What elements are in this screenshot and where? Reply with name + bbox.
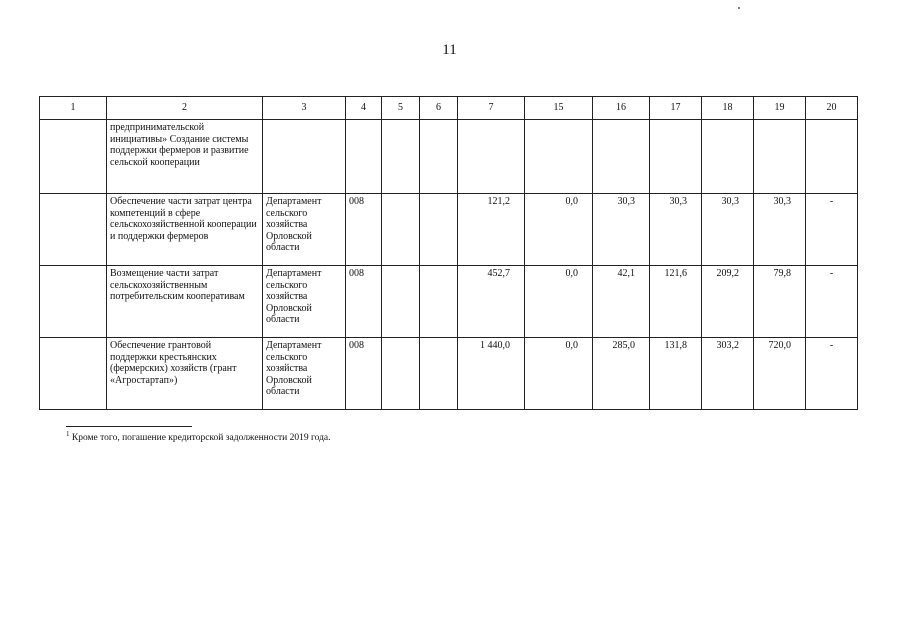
table-row — [40, 120, 858, 194]
header-cell: 4 — [346, 97, 382, 120]
col6-cell — [420, 266, 458, 338]
total-cell: 1 440,0 — [458, 338, 525, 410]
code-cell — [346, 120, 382, 194]
year-cell: 0,0 — [525, 338, 593, 410]
year-cell: 30,3 — [593, 194, 650, 266]
header-cell: 19 — [754, 97, 806, 120]
header-cell: 17 — [650, 97, 702, 120]
row-number-cell — [40, 120, 107, 194]
year-cell: 30,3 — [702, 194, 754, 266]
page-number: 11 — [442, 42, 457, 58]
col20-cell — [806, 120, 858, 194]
year-cell: 209,2 — [702, 266, 754, 338]
activity-name-cell: Обеспечение грантовой поддержки крестьянских (фермерских) хозяйств (грант «Агростартап») — [107, 338, 263, 410]
table-row — [40, 194, 858, 266]
year-cell: 303,2 — [702, 338, 754, 410]
header-cell: 6 — [420, 97, 458, 120]
year-cell: 42,1 — [593, 266, 650, 338]
year-cell: 79,8 — [754, 266, 806, 338]
total-cell: 452,7 — [458, 266, 525, 338]
budget-table — [39, 96, 858, 410]
year-cell: 30,3 — [754, 194, 806, 266]
header-cell: 16 — [593, 97, 650, 120]
col6-cell — [420, 338, 458, 410]
total-cell: 121,2 — [458, 194, 525, 266]
year-cell: 121,6 — [650, 266, 702, 338]
header-cell: 5 — [382, 97, 420, 120]
executor-cell: Департамент сельского хозяйства Орловской области — [263, 338, 346, 410]
year-cell: 285,0 — [593, 338, 650, 410]
table-row — [40, 266, 858, 338]
col20-cell: - — [806, 194, 858, 266]
row-number-cell — [40, 338, 107, 410]
executor-cell: Департамент сельского хозяйства Орловской области — [263, 266, 346, 338]
col5-cell — [382, 194, 420, 266]
header-cell: 2 — [107, 97, 263, 120]
footnote-divider — [66, 426, 192, 427]
total-cell — [458, 120, 525, 194]
header-cell: 3 — [263, 97, 346, 120]
table-row — [40, 338, 858, 410]
header-cell: 15 — [525, 97, 593, 120]
col6-cell — [420, 120, 458, 194]
table-header-row — [40, 97, 858, 120]
year-cell: 720,0 — [754, 338, 806, 410]
year-cell — [593, 120, 650, 194]
activity-name-cell: Возмещение части затрат сельскохозяйственным потребительским кооперативам — [107, 266, 263, 338]
year-cell: 0,0 — [525, 266, 593, 338]
col20-cell: - — [806, 338, 858, 410]
year-cell — [702, 120, 754, 194]
executor-cell — [263, 120, 346, 194]
code-cell: 008 — [346, 266, 382, 338]
year-cell — [650, 120, 702, 194]
year-cell: 131,8 — [650, 338, 702, 410]
col5-cell — [382, 120, 420, 194]
header-cell: 18 — [702, 97, 754, 120]
col20-cell: - — [806, 266, 858, 338]
executor-cell: Департамент сельского хозяйства Орловской области — [263, 194, 346, 266]
header-cell: 7 — [458, 97, 525, 120]
col5-cell — [382, 266, 420, 338]
scan-speck — [738, 7, 740, 9]
code-cell: 008 — [346, 194, 382, 266]
code-cell: 008 — [346, 338, 382, 410]
header-cell: 1 — [40, 97, 107, 120]
row-number-cell — [40, 194, 107, 266]
year-cell: 0,0 — [525, 194, 593, 266]
year-cell — [754, 120, 806, 194]
activity-name-cell: предпринимательской инициативы» Создание системы поддержки фермеров и развитие сельской кооперации — [107, 120, 263, 194]
header-cell: 20 — [806, 97, 858, 120]
col5-cell — [382, 338, 420, 410]
activity-name-cell: Обеспечение части затрат центра компетенций в сфере сельскохозяйственной кооперации и поддержки фермеров — [107, 194, 263, 266]
year-cell: 30,3 — [650, 194, 702, 266]
row-number-cell — [40, 266, 107, 338]
col6-cell — [420, 194, 458, 266]
footnote — [66, 430, 331, 443]
footnote-text: Кроме того, погашение кредиторской задолженности 2019 года. — [71, 433, 331, 444]
footnote-marker: 1 — [66, 430, 70, 438]
year-cell — [525, 120, 593, 194]
